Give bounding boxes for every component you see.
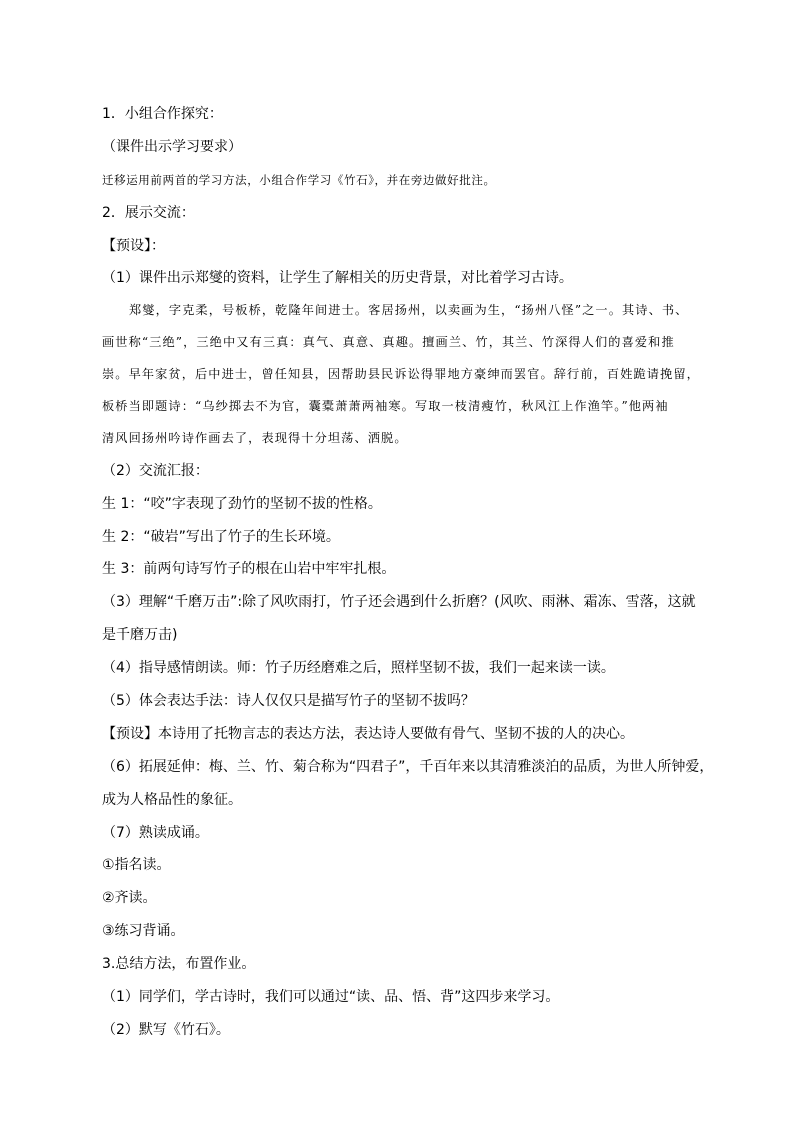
student-1-answer: 生 1：“咬”字表现了劲竹的坚韧不拔的性格。 [102,495,382,512]
recite-item-1: ①指名读。 [102,857,171,874]
step-6-extension-continued: 成为人格品性的象征。 [102,791,242,808]
step-4-reading: （4）指导感情朗读。师：竹子历经磨难之后，照样坚韧不拔，我们一起来读一读。 [102,660,615,677]
biography-line: 板桥当即题诗：“乌纱掷去不为官，囊橐萧萧两袖寒。写取一枝清瘦竹，秋风江上作渔竿。”他两袖 [102,399,669,414]
biography-line: 崇。早年家贫，后中进士，曾任知县，因帮助县民诉讼得罪地方豪绅而罢官。辞行前，百姓跪请挽留， [102,367,700,382]
student-3-answer: 生 3：前两句诗写竹子的根在山岩中牢牢扎根。 [102,561,396,578]
step-3-understanding-continued: 是千磨万击) [102,627,178,644]
recite-item-2: ②齐读。 [102,890,157,907]
student-2-answer: 生 2：“破岩”写出了竹子的生长环境。 [102,528,340,545]
biography-line: 画世称“三绝”，三绝中又有三真：真气、真意、真趣。擅画兰、竹，其兰、竹深得人们的喜爱和推 [102,335,675,350]
biography-line: 清风回扬州吟诗作画去了，表现得十分坦荡、洒脱。 [102,430,408,445]
document-body [102,104,714,1053]
summary-step-2: （2）默写《竹石》。 [102,1021,230,1038]
zheng-xie-biography [102,301,700,448]
preset-answer: 【预设】本诗用了托物言志的表达方法，表达诗人要做有骨气、坚韧不拔的人的决心。 [102,725,634,742]
step-1-background: （1）课件出示郑燮的资料，让学生了解相关的历史背景，对比着学习古诗。 [102,270,573,287]
step-7-recite: （7）熟读成诵。 [102,824,209,841]
preset-label: 【预设】： [102,237,165,254]
biography-line: 郑燮，字克柔，号板桥，乾隆年间进士。客居扬州，以卖画为生，“扬州八怪”之一。其诗、书、 [129,303,689,318]
courseware-note: （课件出示学习要求） [102,138,242,155]
section-heading-group-inquiry: 1．小组合作探究： [102,106,223,122]
step-2-report: （2）交流汇报： [102,462,209,479]
section-heading-display-exchange: 2．展示交流： [102,204,195,221]
step-3-understanding: （3）理解“千磨万击”:除了风吹雨打，竹子还会遇到什么折磨？(风吹、雨淋、霜冻、雪落，这就 [102,594,696,611]
section-heading-summary: 3.总结方法，布置作业。 [102,956,256,973]
step-5-expression: （5）体会表达手法：诗人仅仅只是描写竹子的坚韧不拔吗？ [102,693,475,710]
study-requirement: 迁移运用前两首的学习方法，小组合作学习《竹石》，并在旁边做好批注。 [102,172,496,187]
step-6-extension: （6）拓展延伸：梅、兰、竹、菊合称为“四君子”，千百年来以其清雅淡泊的品质，为世人所钟爱， [102,758,714,775]
summary-step-1: （1）同学们，学古诗时，我们可以通过“读、品、悟、背”这四步来学习。 [102,989,560,1006]
recite-item-3: ③练习背诵。 [102,923,185,940]
